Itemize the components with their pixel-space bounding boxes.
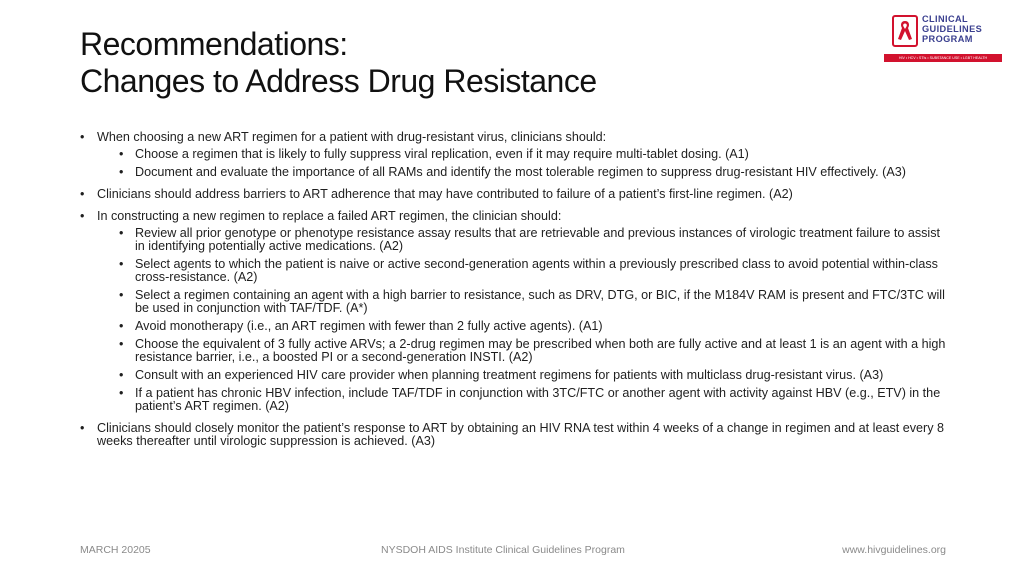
bullet-text: When choosing a new ART regimen for a patient with drug-resistant virus, clinicians should: [97, 130, 607, 144]
bullet-text: Clinicians should closely monitor the patient’s response to ART by obtaining an HIV RNA test within 4 weeks of a change in regimen and at least every 8 weeks thereafter until virologic suppression is achieved. (A3) [97, 421, 945, 448]
bullet-new-regimen [80, 131, 950, 179]
sub-bullet: • If a patient has chronic HBV infection, include TAF/TDF in conjunction with 3TC/FTC or another agent with activity against HBV (e.g., ETV) in the patient’s ART regimen. (A2) [119, 387, 950, 413]
logo-line-3: PROGRAM [922, 34, 973, 44]
sub-bullet: • Select agents to which the patient is naive or active second-generation agents within a previously prescribed class to avoid potential within-class cross-resistance. (A2) [119, 258, 950, 284]
sub-bullet-list [97, 227, 950, 413]
clinical-guidelines-program-logo [884, 12, 1002, 62]
logo-wordmark [922, 14, 982, 44]
logo-line-2: GUIDELINES [922, 24, 983, 34]
footer-organization: NYSDOH AIDS Institute Clinical Guidelines Program [381, 544, 625, 556]
bullet-adherence-barriers [80, 188, 950, 201]
footer-date: MARCH 20205 [80, 544, 151, 556]
bullet-constructing-regimen [80, 210, 950, 413]
slide-title-line-1: Recommendations: [80, 26, 348, 62]
sub-bullet-list [97, 148, 950, 179]
logo-tagline: HIV • HCV • STIs • SUBSTANCE USE • LGBT HEALTH [884, 54, 1002, 62]
red-ribbon-icon [895, 19, 915, 41]
sub-bullet: • Consult with an experienced HIV care provider when planning treatment regimens for patients with multiclass drug-resistant virus. (A3) [119, 369, 950, 382]
footer-website-link[interactable]: www.hivguidelines.org [842, 544, 946, 556]
bullet-text: In constructing a new regimen to replace a failed ART regimen, the clinician should: [97, 209, 562, 223]
sub-bullet: • Choose a regimen that is likely to fully suppress viral replication, even if it may require multi-tablet dosing. (A1) [119, 148, 950, 161]
sub-bullet: • Avoid monotherapy (i.e., an ART regimen with fewer than 2 fully active agents). (A1) [119, 320, 950, 333]
bullet-text: Clinicians should address barriers to ART adherence that may have contributed to failure of a patient’s first-line regimen. (A2) [97, 187, 793, 201]
sub-bullet: • Select a regimen containing an agent with a high barrier to resistance, such as DRV, DTG, or BIC, if the M184V RAM is present and FTC/3TC will be used in conjunction with TAF/TDF. (A*) [119, 289, 950, 315]
logo-line-1: CLINICAL [922, 14, 969, 24]
recommendation-list [80, 131, 950, 448]
sub-bullet: • Review all prior genotype or phenotype resistance assay results that are retrievable and previous instances of virologic treatment failure to assist in identifying potentially active medications. (A2) [119, 227, 950, 253]
bullet-monitor-response [80, 422, 950, 448]
sub-bullet: • Document and evaluate the importance of all RAMs and identify the most tolerable regimen to suppress drug-resistant HIV effectively. (A3) [119, 166, 950, 179]
slide-title [80, 26, 840, 100]
slide-title-line-2: Changes to Address Drug Resistance [80, 63, 597, 99]
slide-body [80, 131, 950, 457]
sub-bullet: • Choose the equivalent of 3 fully active ARVs; a 2-drug regimen may be prescribed when both are fully active and at least 1 is an agent with a high resistance barrier, i.e., a boosted PI or a second-generation INSTI. (A2) [119, 338, 950, 364]
